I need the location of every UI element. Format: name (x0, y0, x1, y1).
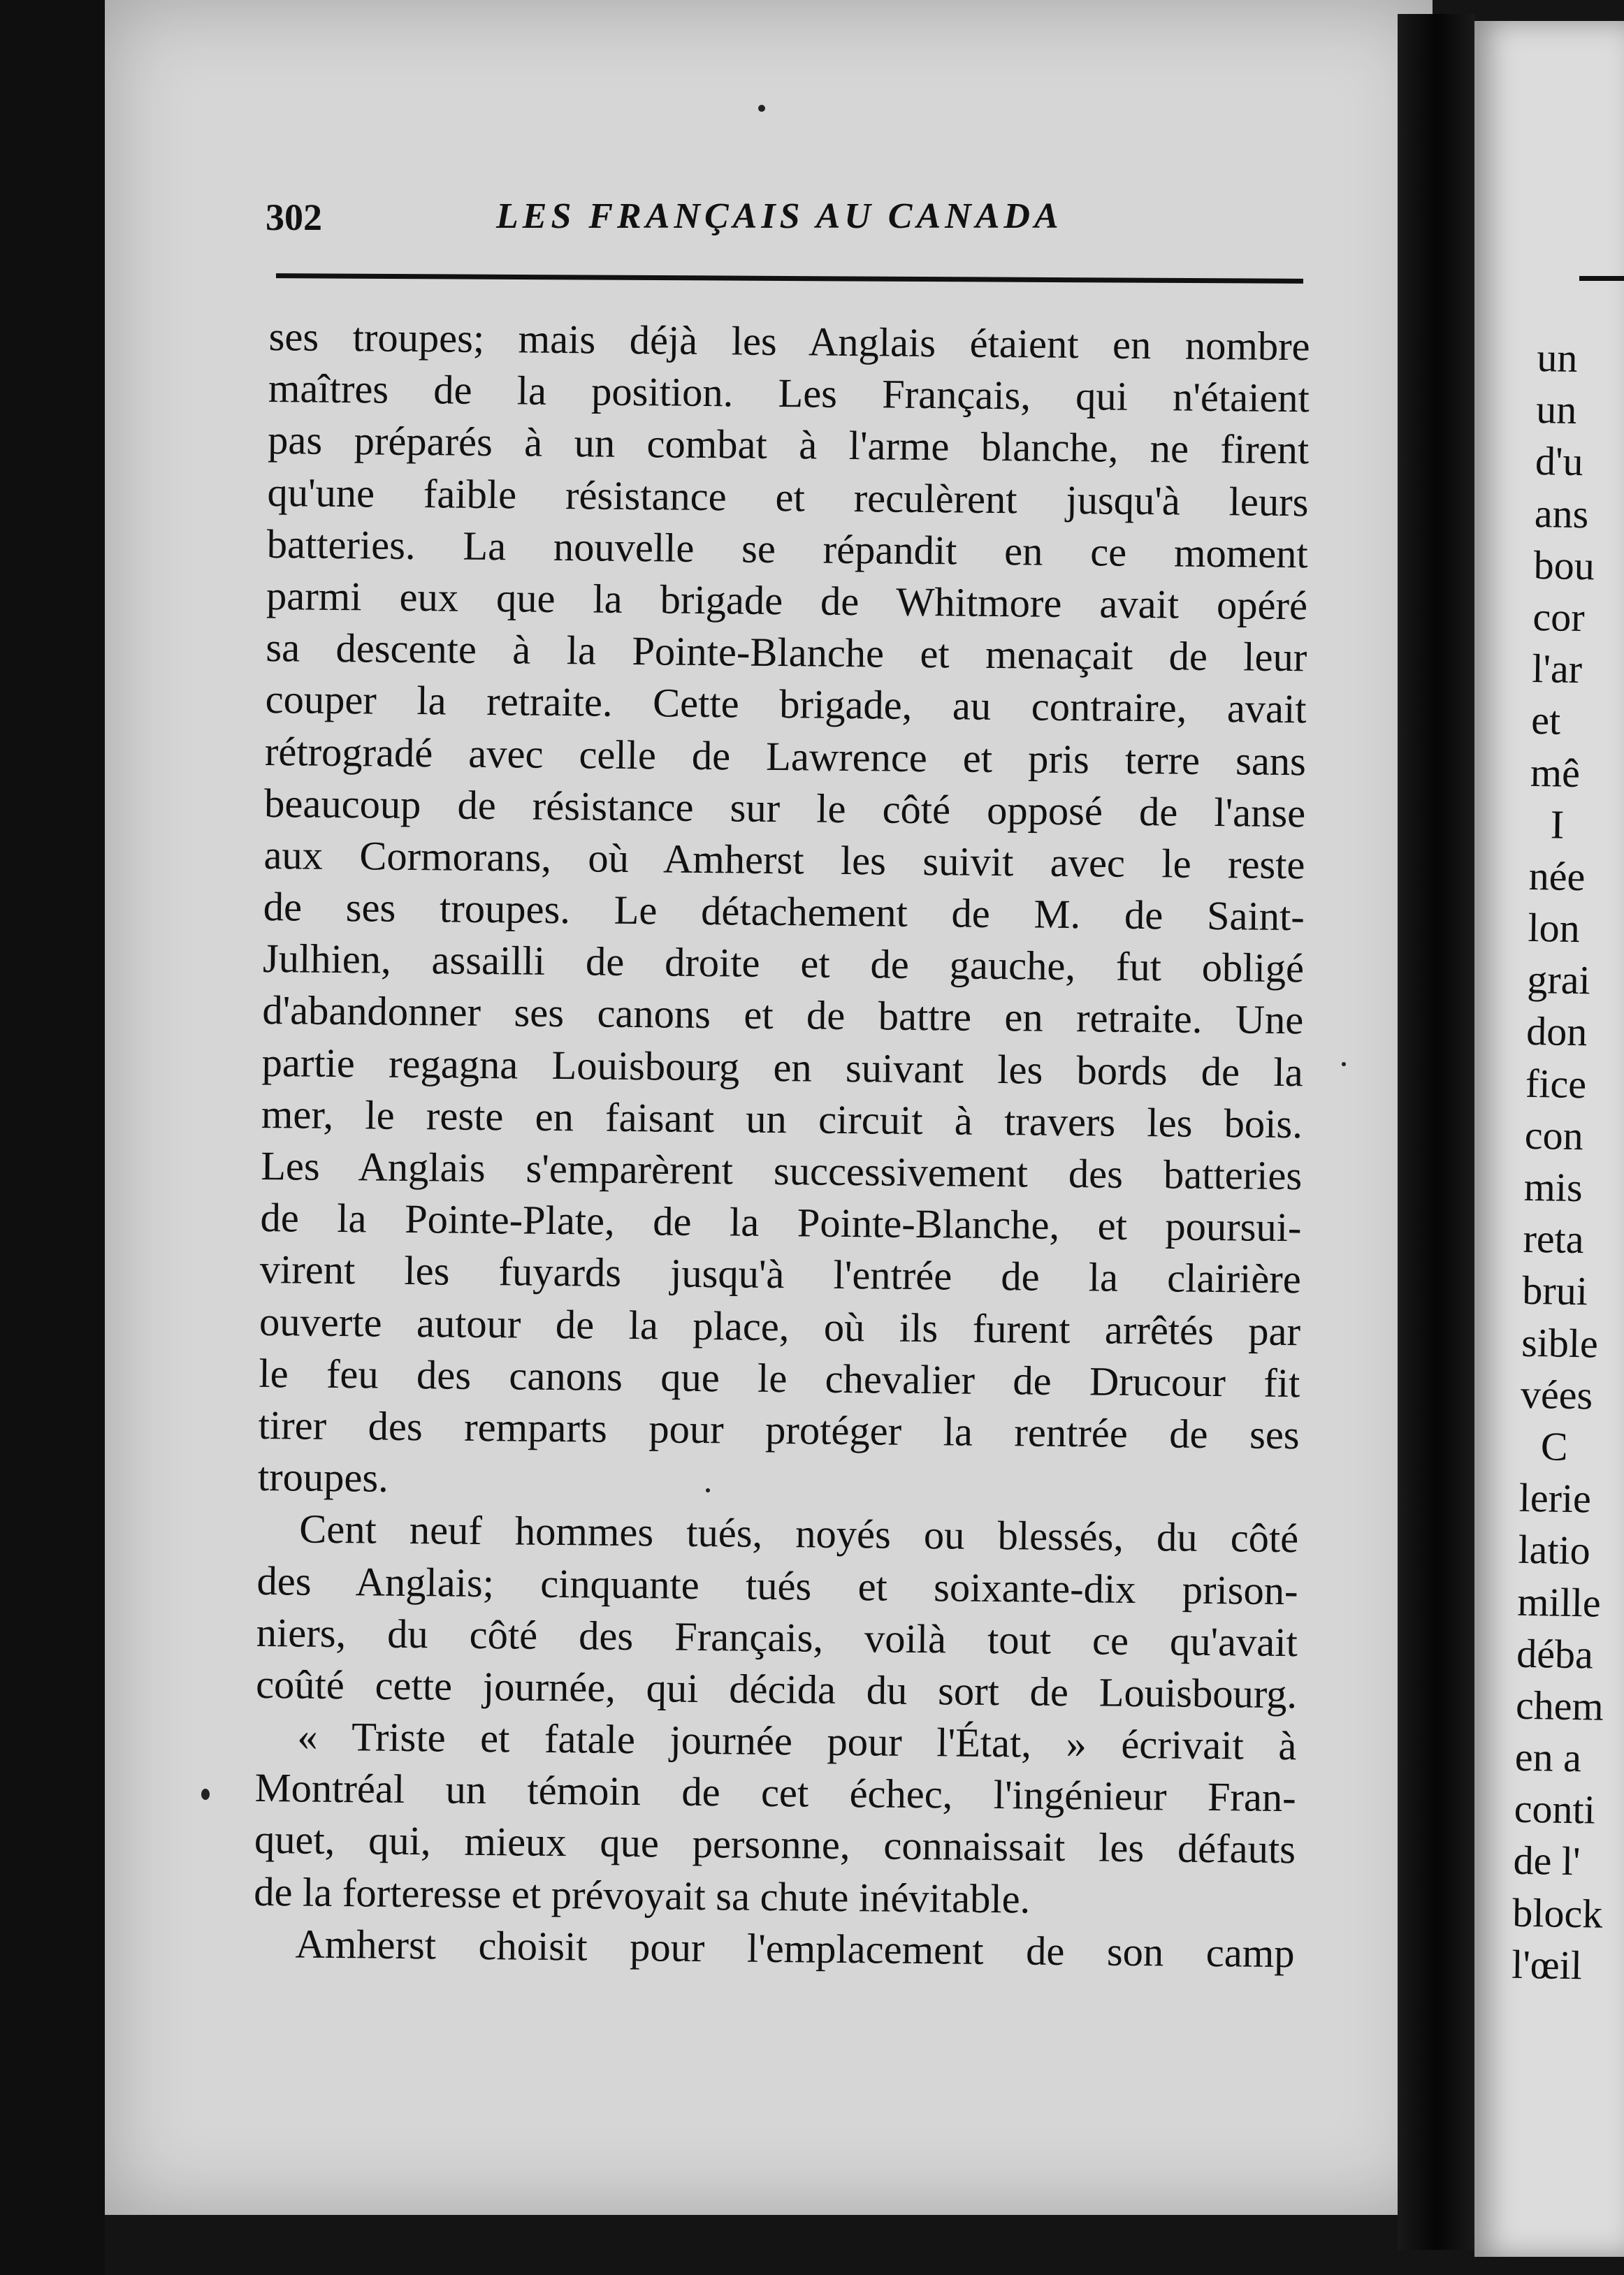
text-fragment: latio (1518, 1527, 1591, 1573)
text-line: des Anglais; cinquante tués et soixante-dix prison- (256, 1557, 1298, 1613)
text-fragment: de l' (1513, 1838, 1581, 1884)
scan-speck (758, 105, 765, 112)
text-fragment: un (1535, 386, 1577, 433)
page-number: 302 (266, 196, 322, 238)
page-header (266, 196, 1314, 252)
text-fragment: ans (1534, 490, 1589, 537)
text-line: mer, le reste en faisant un circuit à travers les bois. (261, 1091, 1303, 1147)
running-title: LES FRANÇAIS AU CANADA (496, 196, 1063, 236)
text-line: de ses troupes. Le détachement de M. de Saint- (263, 884, 1305, 940)
right-page-rule (1579, 276, 1624, 281)
text-line: « Triste et fatale journée pour l'État, » écrivait à (297, 1713, 1297, 1769)
text-fragment: en a (1514, 1733, 1582, 1781)
text-fragment: don (1525, 1008, 1588, 1055)
scan-speck (706, 1488, 710, 1492)
text-fragment: l'œil (1511, 1941, 1583, 1989)
scan-speck (201, 1789, 210, 1800)
text-fragment: et (1530, 697, 1561, 743)
text-fragment: née (1528, 852, 1586, 900)
text-line: ses troupes; mais déjà les Anglais étaient en nombre (268, 313, 1310, 370)
scan-speck (1342, 1062, 1346, 1066)
text-fragment: mis (1523, 1163, 1583, 1211)
text-line: de la Pointe-Plate, de la Pointe-Blanche, et poursui- (260, 1195, 1302, 1251)
text-line: Montréal un témoin de cet échec, l'ingénieur Fran- (254, 1765, 1296, 1821)
text-line: aux Cormorans, où Amherst les suivit avec le reste (263, 831, 1305, 888)
text-fragment: cor (1532, 593, 1586, 641)
text-fragment: brui (1521, 1267, 1588, 1314)
text-line: troupes. (257, 1454, 389, 1501)
text-fragment: lon (1528, 904, 1581, 952)
text-fragment: vées (1520, 1371, 1593, 1418)
right-page-text (1511, 332, 1624, 1992)
text-line: tirer des remparts pour protéger la rentrée de ses (258, 1402, 1300, 1458)
text-line: beaucoup de résistance sur le côté opposé de l'anse (263, 780, 1306, 836)
text-line: pas préparés à un combat à l'arme blanche, ne firent (267, 417, 1310, 473)
text-fragment: un (1536, 334, 1578, 381)
text-fragment: conti (1514, 1785, 1596, 1833)
text-fragment: lerie (1518, 1474, 1592, 1522)
body-text (253, 311, 1310, 1979)
text-fragment: mê (1530, 749, 1581, 796)
text-line: Amherst choisit pour l'emplacement de son camp (295, 1921, 1295, 1977)
text-fragment: con (1524, 1112, 1584, 1158)
scan-left-margin (0, 0, 105, 2275)
text-line: rétrogradé avec celle de Lawrence et pris terre sans (264, 728, 1307, 784)
text-line: virent les fuyards jusqu'à l'entrée de la clairière (259, 1246, 1302, 1302)
text-line: parmi eux que la brigade de Whitmore avait opéré (266, 572, 1308, 629)
text-line: Les Anglais s'emparèrent successivement des batteries (260, 1142, 1303, 1199)
text-line: coûté cette journée, qui décida du sort de Louisbourg. (255, 1661, 1298, 1717)
text-line: d'abandonner ses canons et de battre en retraite. Une (262, 987, 1304, 1043)
text-line: quet, qui, mieux que personne, connaissait les défauts (254, 1817, 1296, 1873)
text-fragment: reta (1523, 1216, 1585, 1263)
text-line: niers, du côté des Français, voilà tout ce qu'avait (256, 1609, 1298, 1665)
text-line: le feu des canons que le chevalier de Drucour fit (259, 1350, 1300, 1406)
text-fragment: chem (1515, 1682, 1604, 1729)
text-fragment: grai (1526, 957, 1591, 1003)
text-line: sa descente à la Pointe-Blanche et menaçait de leur (266, 625, 1307, 681)
text-line: qu'une faible résistance et reculèrent jusqu'à leurs (267, 469, 1309, 525)
text-fragment: l'ar (1531, 646, 1583, 692)
text-fragment: d'u (1535, 438, 1584, 485)
text-line: ouverte autour de la place, où ils furent arrêtés par (259, 1298, 1301, 1354)
book-gutter (1398, 14, 1474, 2250)
text-fragment: C (1540, 1423, 1569, 1469)
text-line: maîtres de la position. Les Français, qui n'étaient (268, 365, 1310, 421)
text-line: Julhien, assailli de droite et de gauche, fut obligé (262, 936, 1305, 991)
text-fragment: sible (1521, 1319, 1599, 1367)
text-line: de la forteresse et prévoyait sa chute inévitable. (253, 1868, 1031, 1922)
text-fragment: I (1550, 801, 1565, 848)
text-fragment: fice (1525, 1060, 1587, 1107)
text-fragment: block (1511, 1889, 1603, 1937)
text-line: Cent neuf hommes tués, noyés ou blessés, du côté (298, 1506, 1299, 1562)
text-line: batteries. La nouvelle se répandit en ce moment (266, 521, 1309, 577)
text-line: partie regagna Louisbourg en suivant les bords de la (261, 1039, 1303, 1095)
text-fragment: déba (1516, 1630, 1594, 1678)
right-page (1474, 21, 1624, 2257)
text-line: couper la retraite. Cette brigade, au contraire, avait (265, 676, 1307, 732)
text-fragment: mille (1516, 1578, 1602, 1626)
text-fragment: bou (1533, 542, 1595, 589)
